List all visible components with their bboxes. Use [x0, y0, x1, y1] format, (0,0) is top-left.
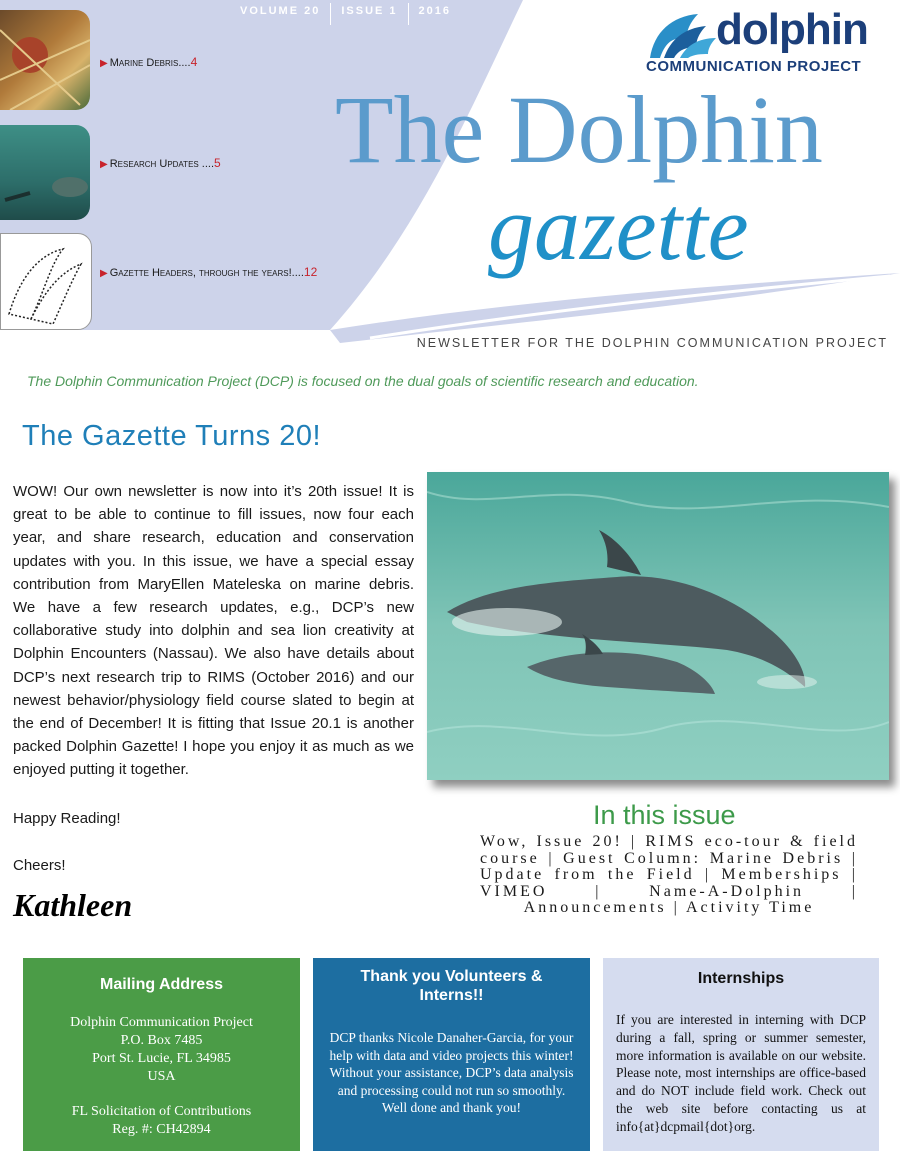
toc-label: Marine Debris.... [109, 57, 191, 69]
dolphins-photo [427, 472, 889, 780]
research-thumbnail [0, 125, 90, 220]
address-line-country: USA [147, 1069, 176, 1084]
dolphin-and-calf-image [427, 472, 889, 780]
closing-cheers: Cheers! [13, 857, 66, 874]
internships-title: Internships [697, 970, 785, 987]
year-label: 2016 [418, 5, 452, 17]
article-body: WOW! Our own newsletter is now into it’s 20th issue! It is great to be able to continue to fill issues, now four each year, and share research, education and conservation updates with you. In this issue, we have a special essay contribution from MaryEllen Mateleska on marine debris. We have a few research updates, e.g., DCP’s new collaborative study into dolphin and sea lion creativity at Dolphin Encounters (Nassau). We also have details about DCP’s next research trip to RIMS (October 2016) and our newest behavior/physiology field course slated to begin at the end of December! It is fitting that Issue 20.1 is another packed Dolphin Gazette! I hope you enjoy it as much as we enjoyed putting it together. [13, 483, 414, 779]
crab-net-image [0, 10, 90, 110]
volunteers-text: DCP thanks Nicole Danaher-Garcia, for your help with data and video projects this winter! Without your assistance, DCP’s data analysis and processing could not run so smoothly. Well done and thank you! [329, 1030, 574, 1115]
arrow-right-icon: ▶ [100, 159, 108, 170]
mailing-address-title: Mailing Address [100, 976, 223, 993]
newsletter-tagline: NEWSLETTER FOR THE DOLPHIN COMMUNICATION PROJECT [416, 336, 888, 350]
toc-item-gazette-headers[interactable] [100, 265, 317, 279]
gazette-headers-thumbnail [0, 233, 92, 330]
volunteers-title: Thank you Volunteers & Interns!! [360, 968, 543, 1004]
closing-happy-reading: Happy Reading! [13, 810, 121, 827]
address-line-city: Port St. Lucie, FL 34985 [92, 1051, 231, 1066]
marine-debris-thumbnail [0, 10, 90, 110]
arrow-right-icon: ▶ [100, 268, 108, 279]
masthead-title: The Dolphin [335, 76, 823, 183]
masthead-gazette: gazette [488, 177, 749, 279]
toc-label: Research Updates .... [109, 158, 215, 170]
issue-label: ISSUE 1 [331, 3, 408, 25]
logo-wordmark: dolphin [716, 5, 868, 54]
internships-box [603, 958, 879, 1151]
in-this-issue-list: Wow, Issue 20! | RIMS eco-tour & field course | Guest Column: Marine Debris | Update from the Field | Memberships | VIMEO | Name-A-Dolphin | Announcements | Activity Time [480, 833, 858, 916]
toc-page-number: 5 [214, 156, 221, 170]
mission-statement: The Dolphin Communication Project (DCP) is focused on the dual goals of scientific research and education. [27, 373, 699, 389]
diver-underwater-image [0, 125, 90, 220]
dolphin-logo-icon [646, 10, 720, 60]
registration-number: Reg. #: CH42894 [112, 1122, 211, 1137]
address-line-pobox: P.O. Box 7485 [120, 1033, 203, 1048]
volume-label: VOLUME 20 [230, 3, 331, 25]
toc-item-research-updates[interactable] [100, 156, 221, 170]
in-this-issue-heading: In this issue [593, 800, 736, 830]
solicitation-line: FL Solicitation of Contributions [71, 1104, 252, 1119]
issue-info-bar [230, 3, 461, 25]
toc-page-number: 12 [303, 265, 318, 279]
article-title: The Gazette Turns 20! [22, 420, 322, 452]
dolphin-sketch-image [1, 234, 91, 329]
logo-subtitle: COMMUNICATION PROJECT [646, 58, 862, 75]
signature: Kathleen [13, 887, 133, 923]
address-line-org: Dolphin Communication Project [70, 1015, 253, 1030]
toc-label: Gazette Headers, through the years!.... [109, 267, 304, 279]
volunteers-thanks-box [313, 958, 590, 1151]
internships-text: If you are interested in interning with DCP during a fall, spring or summer semester, more information is available on our website. Please note, most internships are office-based and do NOT include field work. Check out the web site before contacting us at info{at}dcpmail{dot}org. [616, 1012, 866, 1134]
mailing-address-box [23, 958, 300, 1151]
toc-page-number: 4 [190, 55, 198, 69]
arrow-right-icon: ▶ [100, 58, 108, 69]
toc-item-marine-debris[interactable] [100, 55, 197, 69]
